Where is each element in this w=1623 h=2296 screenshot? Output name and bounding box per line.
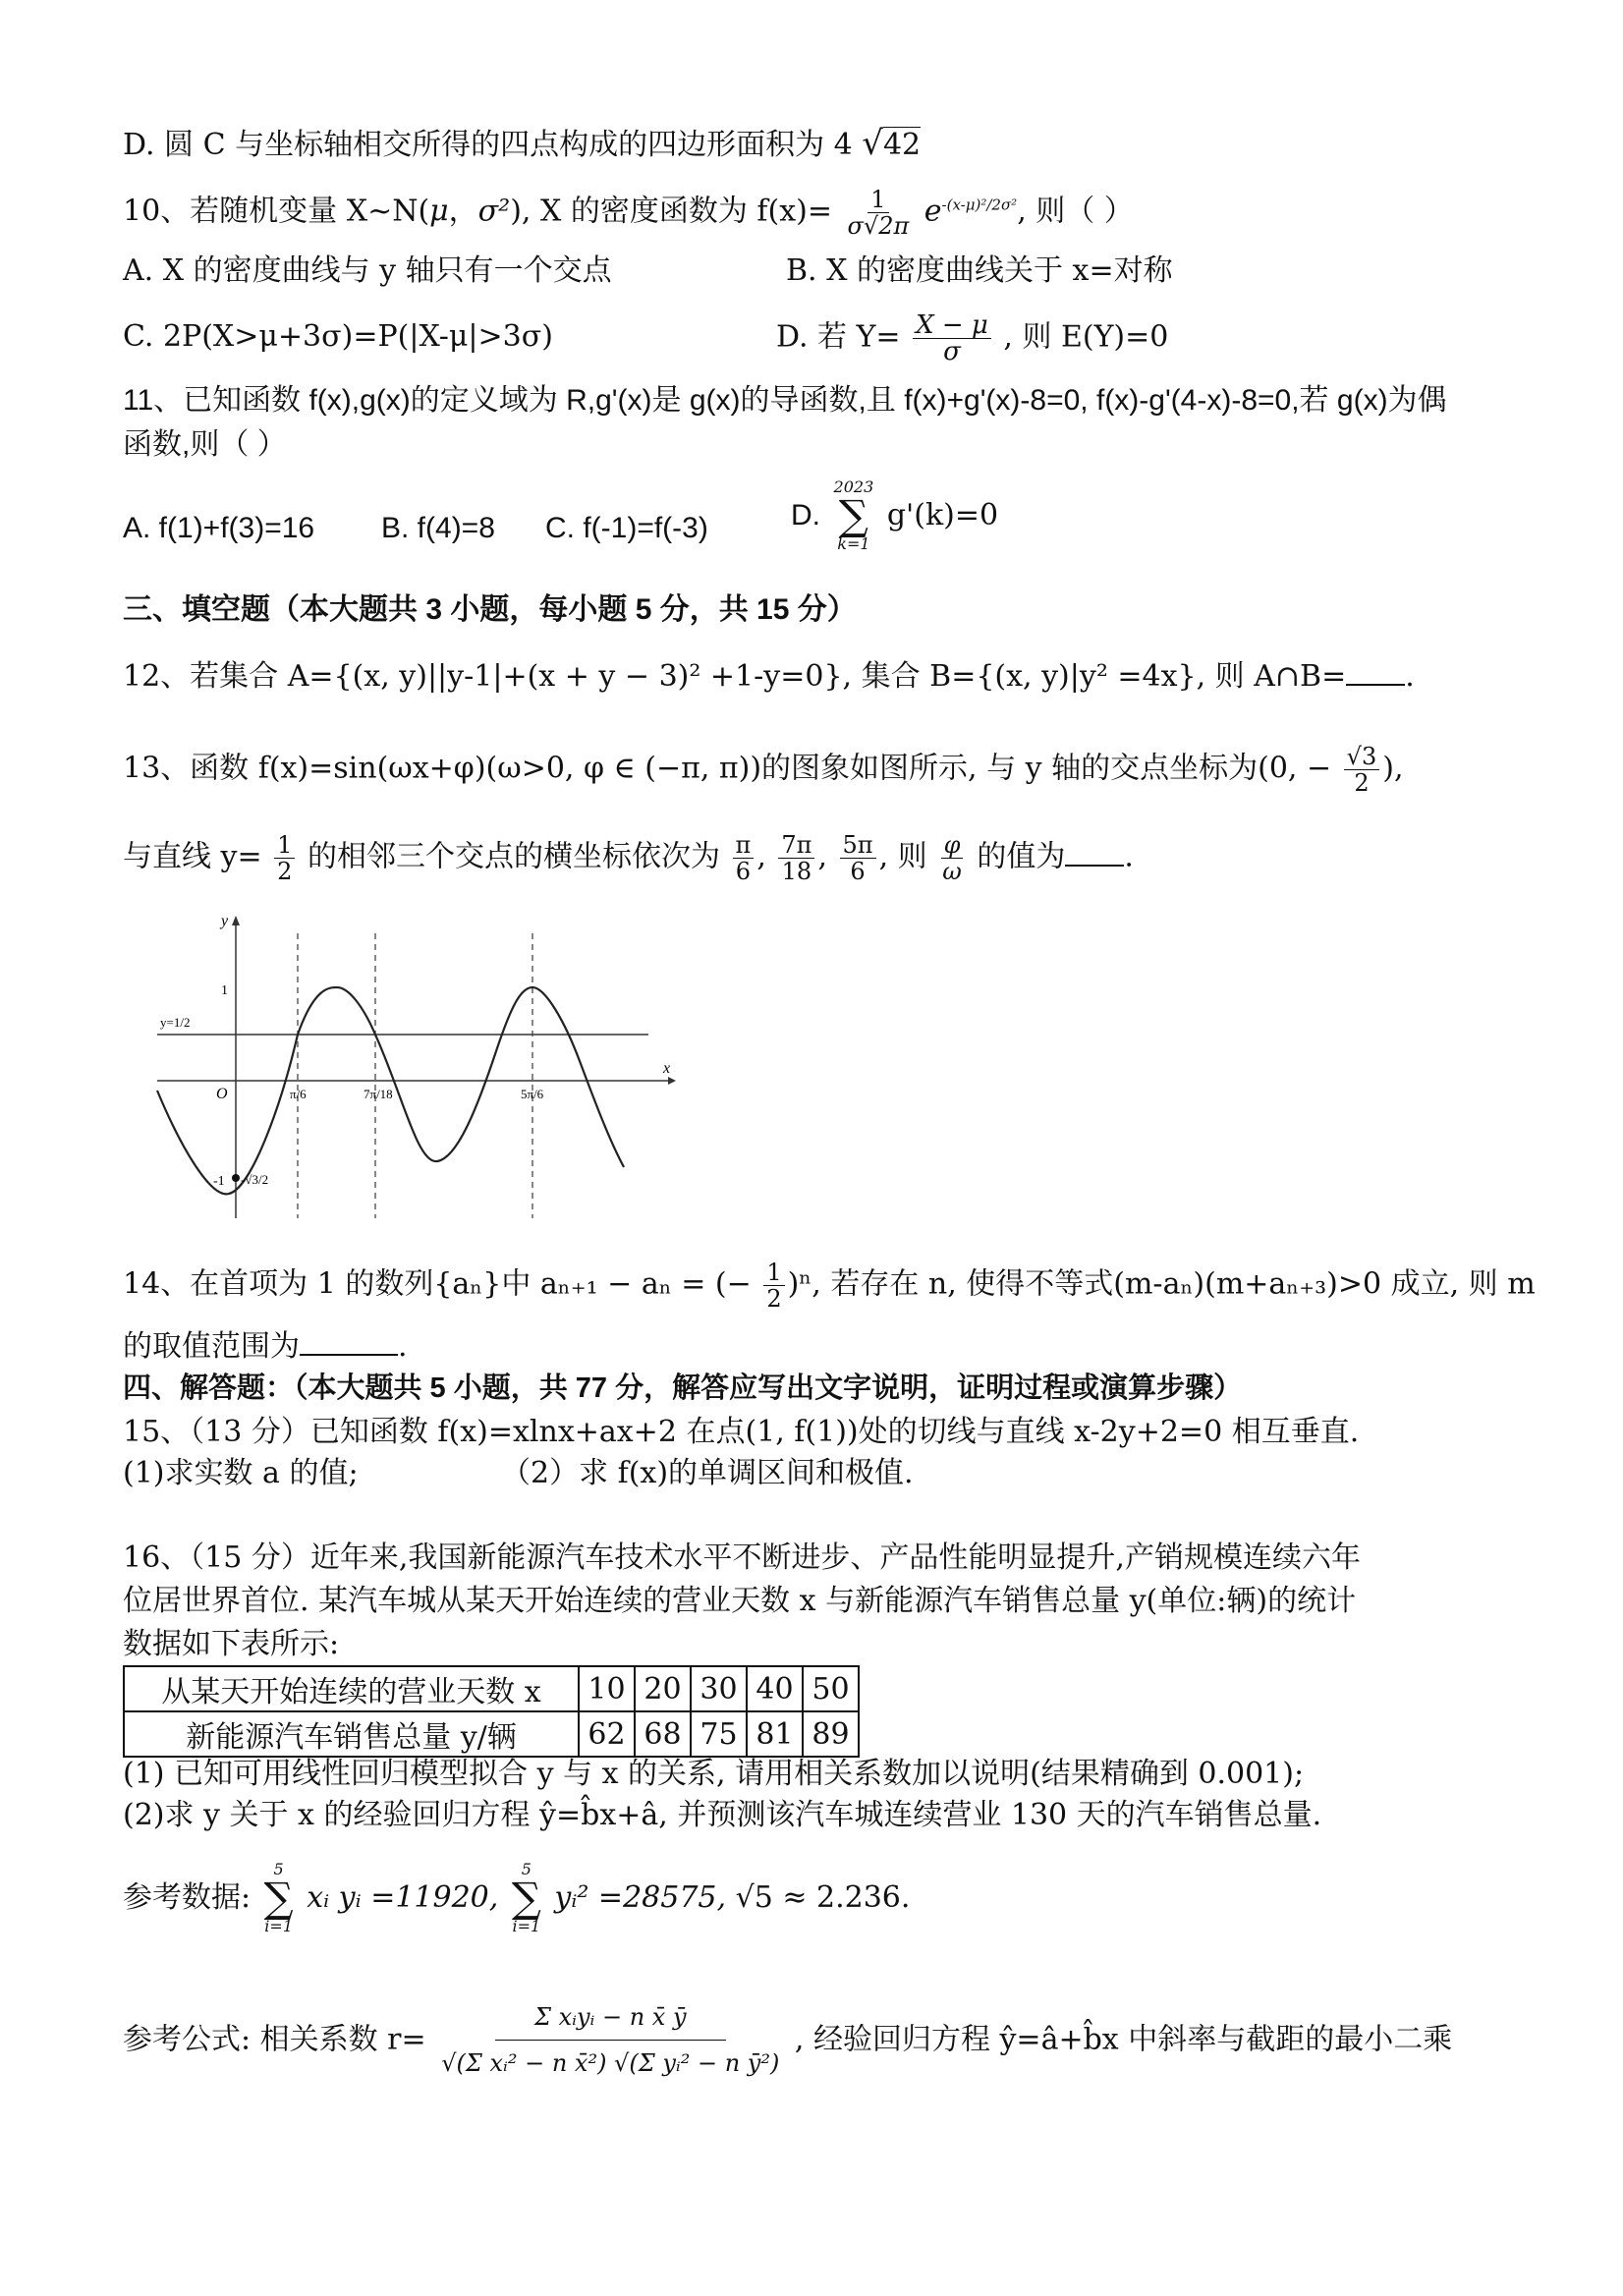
q16-part2: (2)求 y 关于 x 的经验回归方程 ŷ=b̂x+â, 并预测该汽车城连续营业 130 天的汽车销售总量. (123, 1798, 1322, 1832)
q10-head: 10、若随机变量 X~N( (123, 194, 430, 229)
q9-option-d (123, 126, 921, 163)
q13-half-fraction (274, 832, 295, 884)
q14-frac-den: 2 (766, 1285, 782, 1313)
q10-d-den: σ (943, 337, 961, 366)
q10-density-fraction (845, 187, 913, 239)
sigma-icon: ∑ (511, 1874, 541, 1922)
q10-mu: μ (429, 194, 449, 229)
y-one-label: 1 (221, 983, 228, 998)
x-axis-label: x (663, 1060, 671, 1077)
q13-dot: . (1124, 839, 1134, 874)
table-row (124, 1666, 859, 1711)
q11-sum-top: 2023 (833, 477, 874, 496)
q10-exp-base: e (923, 194, 942, 229)
ref-sum-2-bottom: i=1 (512, 1917, 541, 1935)
q11-option-d (791, 479, 998, 552)
table-row (124, 1711, 859, 1757)
q13-half-den: 2 (277, 858, 293, 885)
q14-frac-num: 1 (763, 1260, 784, 1286)
correlation-fraction (438, 1994, 782, 2086)
q13-yint-den: 2 (1354, 769, 1370, 797)
q12-end: . (1405, 659, 1415, 694)
table-header-y: 新能源汽车销售总量 y/辆 (124, 1711, 579, 1757)
q13-ratio-fraction (939, 832, 965, 884)
reference-data (123, 1862, 910, 1934)
correlation-numerator: Σ xᵢyᵢ − n x̄ ȳ (495, 1994, 726, 2041)
y-neg-one-label: -1 (213, 1174, 225, 1189)
q12-text: 12、若集合 A={(x, y)||y-1|+(x + y − 3)² +1-y=0}, 集合 B={(x, y)|y² =4x}, 则 A∩B= (123, 659, 1347, 694)
q10-d-post: , 则 E(Y)=0 (1003, 319, 1169, 355)
q13-x1-den: 6 (735, 858, 752, 885)
q11-option-a: A. f(1)+f(3)=16 (123, 512, 315, 544)
q13-yint-num: √3 (1344, 744, 1380, 770)
q11-d-pre: D. (791, 499, 820, 532)
q14-ratio-fraction (763, 1260, 784, 1312)
q14-answer-blank[interactable] (300, 1328, 398, 1356)
q13-yint-fraction (1344, 744, 1380, 796)
q15-part1: (1)求实数 a 的值; (123, 1456, 359, 1490)
table-cell: 75 (691, 1711, 747, 1757)
ref-term-2: yᵢ² =28575, (554, 1880, 727, 1915)
ref-sum-1-bottom: i=1 (264, 1917, 293, 1935)
q13-line1-post: ), (1382, 751, 1404, 786)
ref-sum-2-top: 5 (521, 1860, 532, 1878)
q10-frac-den: σ√2π (847, 212, 910, 240)
table-cell: 50 (803, 1666, 859, 1711)
ref-sum-1 (264, 1862, 294, 1934)
correlation-denominator: √(Σ xᵢ² − n x̄²) √(Σ yᵢ² − n ȳ²) (441, 2049, 780, 2077)
q14-line1-pre: 14、在首项为 1 的数列{aₙ}中 aₙ₊₁ − aₙ = (− (123, 1266, 752, 1302)
q13-x2-num: 7π (778, 832, 814, 859)
table-cell: 10 (579, 1666, 635, 1711)
q13-x3-num: 5π (840, 832, 876, 859)
q16-data-table (123, 1665, 860, 1758)
q14-line1 (123, 1260, 1536, 1312)
q10-frac-num: 1 (867, 187, 888, 213)
q12-answer-blank[interactable] (1346, 658, 1405, 686)
q11-d-post: g'(k)=0 (886, 498, 999, 532)
ref-data-label: 参考数据: (123, 1880, 252, 1915)
q9-sqrt-value: 42 (882, 128, 922, 162)
sigma-icon: ∑ (838, 491, 868, 539)
q14-line2 (123, 1328, 408, 1365)
q14-line1-post: )ⁿ, 若存在 n, 使得不等式(m-aₙ)(m+aₙ₊₃)>0 成立, 则 m (787, 1266, 1536, 1302)
ref-sum-2 (512, 1862, 541, 1934)
q16-line2: 位居世界首位. 某汽车城从某天开始连续的营业天数 x 与新能源汽车销售总量 y(单位:辆)的统计 (123, 1584, 1357, 1618)
tick-7pi18-label: 7π/18 (364, 1087, 393, 1101)
q11-option-b: B. f(4)=8 (381, 512, 495, 544)
table-cell: 68 (635, 1711, 691, 1757)
q13-x2-fraction (778, 832, 814, 884)
q13-line2-pre: 与直线 y= (123, 839, 262, 874)
q13-answer-blank[interactable] (1065, 839, 1124, 867)
q10-d-fraction (913, 312, 991, 364)
origin-label: O (216, 1086, 228, 1102)
q13-sine-graph (142, 904, 693, 1228)
table-header-x: 从某天开始连续的营业天数 x (124, 1666, 579, 1711)
q13-half-num: 1 (274, 832, 295, 859)
q10-d-num: X − μ (913, 312, 991, 339)
reference-formula (123, 1994, 1452, 2086)
q13-ratio-num: φ (941, 832, 964, 859)
table-cell: 62 (579, 1711, 635, 1757)
q16-line1: 16、（15 分）近年来,我国新能源汽车技术水平不断进步、产品性能明显提升,产销规模连续六年 (123, 1540, 1361, 1575)
ref-formula-label: 参考公式: 相关系数 r= (123, 2022, 426, 2057)
q13-line2-end: 的值为 (977, 839, 1066, 874)
table-cell: 20 (635, 1666, 691, 1711)
ref-formula-tail: , 经验回归方程 ŷ=â+b̂x 中斜率与截距的最小二乘 (794, 2022, 1453, 2057)
half-line-label: y=1/2 (160, 1015, 191, 1030)
q10-sep: ， (448, 194, 478, 229)
q10-exp-power: -(x-μ)²/2σ² (941, 196, 1018, 214)
q11-option-c: C. f(-1)=f(-3) (545, 512, 708, 544)
q11-sum (834, 479, 874, 552)
q13-x1-fraction (733, 832, 755, 884)
q13-line2-mid: 的相邻三个交点的横坐标依次为 (308, 839, 720, 874)
q13-line1-text: 13、函数 f(x)=sin(ωx+φ)(ω>0, φ ∈ (−π, π))的图象如图所示, 与 y 轴的交点坐标为(0, − (123, 751, 1332, 786)
q13-line2: 与直线 y= $\frac{1}{2}$ 的相邻三个交点的横坐标依次为 $\frac{\pi}{6}$ , $\frac{7\pi}{18}$ , $\frac{5\pi}{6}$ , 则 $\frac{\varphi}{\omega}$ 的值为 . (123, 831, 1134, 885)
x-axis-arrow-icon (668, 1077, 676, 1085)
table-cell: 40 (747, 1666, 803, 1711)
q13-line1 (123, 744, 1403, 796)
q15-part2: （2）求 f(x)的单调区间和极值. (501, 1456, 914, 1490)
q13-x1-num: π (733, 832, 755, 859)
q13-x3-fraction (840, 832, 876, 884)
q13-x2-den: 18 (781, 858, 812, 885)
ref-term-1: xᵢ yᵢ =11920, (307, 1880, 499, 1915)
sigma-icon: ∑ (263, 1874, 294, 1922)
q16-line3: 数据如下表所示: (123, 1627, 340, 1661)
q15-line1: 15、（13 分）已知函数 f(x)=xlnx+ax+2 在点(1, f(1))处的切线与直线 x-2y+2=0 相互垂直. (123, 1415, 1360, 1449)
sqrt-sign: √ (862, 124, 883, 163)
q10-option-b: B. X 的密度曲线关于 x=对称 (786, 253, 1173, 288)
q10-stem (123, 187, 1134, 239)
tick-pi6-label: π/6 (290, 1087, 307, 1101)
q10-option-d (776, 312, 1168, 364)
q10-mid: ), X 的密度函数为 f(x)= (510, 194, 832, 229)
q14-end: . (398, 1329, 408, 1364)
y-intercept-point (232, 1174, 240, 1182)
q11-line1: 11、已知函数 f(x),g(x)的定义域为 R,g'(x)是 g(x)的导函数,且 f(x)+g'(x)-8=0, f(x)-g'(4-x)-8=0,若 g(x)为偶 (123, 384, 1447, 417)
q14-line2-text: 的取值范围为 (123, 1329, 300, 1364)
q10-option-a: A. X 的密度曲线与 y 轴只有一个交点 (123, 253, 612, 288)
q13-x3-den: 6 (850, 858, 866, 885)
table-cell: 89 (803, 1711, 859, 1757)
q12-stem (123, 658, 1415, 695)
q10-option-c: C. 2P(X>μ+3σ)=P(|X-μ|>3σ) (123, 319, 553, 354)
table-cell: 30 (691, 1666, 747, 1711)
ref-term-3: √5 ≈ 2.236. (735, 1880, 911, 1915)
table-cell: 81 (747, 1711, 803, 1757)
y-axis-arrow-icon (232, 916, 240, 925)
q11-sum-bottom: k=1 (837, 534, 870, 553)
q10-sigma2: σ² (477, 194, 511, 229)
q16-part1: (1) 已知可用线性回归模型拟合 y 与 x 的关系, 请用相关系数加以说明(结果精确到 0.001); (123, 1757, 1305, 1791)
tick-5pi6-label: 5π/6 (521, 1087, 544, 1101)
q9-option-d-text: D. 圆 C 与坐标轴相交所得的四点构成的四边形面积为 4 (123, 128, 853, 162)
q13-line2-tail: , 则 (878, 839, 927, 874)
q13-ratio-den: ω (942, 858, 962, 885)
y-axis-label: y (221, 913, 229, 929)
section-3-title: 三、填空题（本大题共 3 小题，每小题 5 分，共 15 分） (123, 593, 857, 626)
ref-sum-1-top: 5 (273, 1860, 284, 1878)
q10-tail: , 则（ ） (1017, 194, 1134, 229)
section-4-title: 四、解答题：（本大题共 5 小题，共 77 分，解答应写出文字说明，证明过程或演算步骤） (123, 1372, 1243, 1404)
q11-line2: 函数,则（ ） (123, 428, 287, 461)
q10-d-pre: D. 若 Y= (776, 319, 901, 355)
neg-sqrt3-label: -√3/2 (241, 1172, 269, 1187)
